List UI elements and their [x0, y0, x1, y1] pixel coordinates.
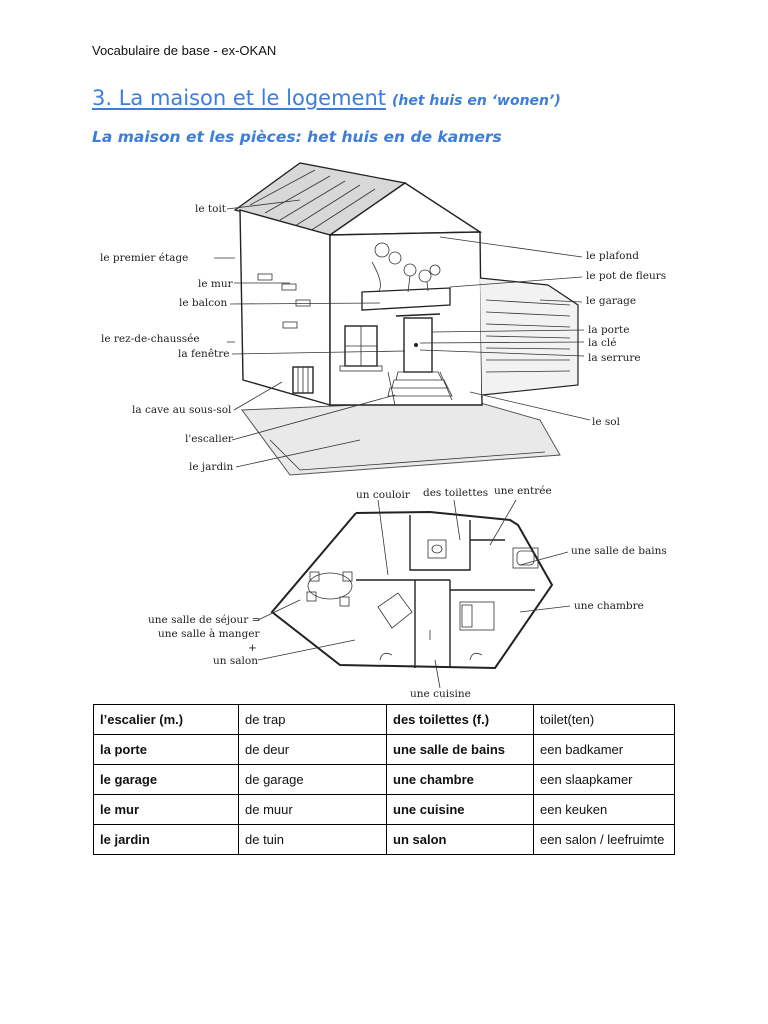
table-row — [94, 705, 675, 735]
table-cell-nl: de tuin — [239, 825, 387, 855]
label-sejour-2: une salle à manger — [158, 628, 260, 640]
label-sol: le sol — [592, 416, 620, 428]
table-cell-fr: le jardin — [94, 825, 239, 855]
label-cave: la cave au sous-sol — [132, 404, 232, 416]
label-entree: une entrée — [494, 485, 552, 497]
label-garage: le garage — [586, 295, 637, 307]
section-title-subtitle: (het huis en ‘wonen’) — [392, 93, 561, 109]
label-chambre: une chambre — [574, 600, 644, 612]
label-toit: le toit — [195, 203, 227, 215]
table-cell-fr: une cuisine — [387, 795, 534, 825]
table-row — [94, 825, 675, 855]
label-plus: + — [248, 642, 257, 654]
floor-plan-drawing — [272, 512, 552, 668]
label-mur: le mur — [198, 278, 233, 290]
table-cell-nl: de trap — [239, 705, 387, 735]
section-title-main: 3. La maison et le logement — [92, 86, 386, 110]
table-cell-nl: toilet(ten) — [534, 705, 675, 735]
label-rez-de-chaussee: le rez-de-chaussée — [101, 333, 200, 345]
document-header: Vocabulaire de base - ex-OKAN — [92, 43, 277, 58]
table-cell-fr: des toilettes (f.) — [387, 705, 534, 735]
table-cell-fr: un salon — [387, 825, 534, 855]
table-cell-nl: een keuken — [534, 795, 675, 825]
label-cle: la clé — [588, 337, 617, 349]
label-jardin: le jardin — [189, 461, 234, 473]
label-sejour-1: une salle de séjour = — [148, 614, 261, 626]
table-cell-fr: une salle de bains — [387, 735, 534, 765]
table-cell-fr: le garage — [94, 765, 239, 795]
label-pot-de-fleurs: le pot de fleurs — [586, 270, 667, 282]
table-cell-nl: een slaapkamer — [534, 765, 675, 795]
label-escalier: l'escalier — [185, 433, 233, 445]
table-cell-nl: een badkamer — [534, 735, 675, 765]
label-fenetre: la fenêtre — [178, 348, 230, 360]
table-cell-nl: de deur — [239, 735, 387, 765]
table-cell-nl: de garage — [239, 765, 387, 795]
label-couloir: un couloir — [356, 489, 410, 501]
house-drawing — [235, 163, 578, 475]
table-row — [94, 795, 675, 825]
label-salle-de-bains: une salle de bains — [571, 545, 667, 557]
label-salon: un salon — [213, 655, 258, 667]
label-porte: la porte — [588, 324, 630, 336]
table-cell-fr: la porte — [94, 735, 239, 765]
label-toilettes: des toilettes — [423, 487, 489, 499]
vocabulary-table — [93, 704, 675, 855]
label-premier-etage: le premier étage — [100, 252, 189, 264]
table-row — [94, 735, 675, 765]
label-balcon: le balcon — [179, 297, 228, 309]
table-cell-fr: le mur — [94, 795, 239, 825]
table-row — [94, 765, 675, 795]
label-plafond: le plafond — [586, 250, 639, 262]
table-cell-fr: une chambre — [387, 765, 534, 795]
label-serrure: la serrure — [588, 352, 641, 364]
table-cell-fr: l’escalier (m.) — [94, 705, 239, 735]
table-cell-nl: de muur — [239, 795, 387, 825]
table-cell-nl: een salon / leefruimte — [534, 825, 675, 855]
label-cuisine: une cuisine — [410, 688, 471, 700]
section-subheading: La maison et les pièces: het huis en de kamers — [92, 128, 502, 146]
